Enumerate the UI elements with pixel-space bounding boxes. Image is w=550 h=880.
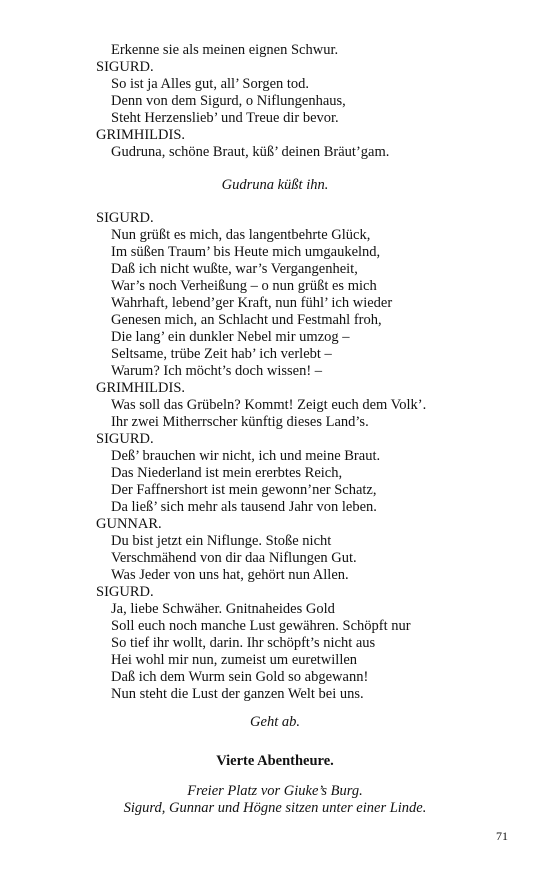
verse-line: Daß ich dem Wurm sein Gold so abgewann! [111,669,369,685]
page-number: 71 [496,829,508,843]
speaker-name: SIGURD. [96,210,154,226]
verse-line: Ihr zwei Mitherrscher künftig dieses Land’s. [111,414,369,430]
speaker-name: GRIMHILDIS. [96,127,186,143]
verse-line: Du bist jetzt ein Niflunge. Stoße nicht [111,533,332,549]
verse-line: Erkenne sie als meinen eignen Schwur. [111,42,339,58]
verse-line: Wahrhaft, lebend’ger Kraft, nun fühl’ ich wieder [111,295,393,311]
verse-line: Warum? Ich möcht’s doch wissen! – [111,363,323,379]
verse-line: Nun steht die Lust der ganzen Welt bei uns. [111,686,364,702]
verse-line: Denn von dem Sigurd, o Niflungenhaus, [111,93,346,109]
verse-line: Ja, liebe Schwäher. Gnitnaheides Gold [111,601,335,617]
verse-line: Die lang’ ein dunkler Nebel mir umzog – [111,329,350,345]
verse-line: Nun grüßt es mich, das langentbehrte Glück, [111,227,371,243]
verse-line: Was soll das Grübeln? Kommt! Zeigt euch dem Volk’. [111,397,427,413]
verse-line: Was Jeder von uns hat, gehört nun Allen. [111,567,349,583]
verse-line: Der Faffnershort ist mein gewonn’ner Schatz, [111,482,377,498]
stage-direction: Freier Platz vor Giuke’s Burg. [187,783,363,799]
speaker-name: SIGURD. [96,431,154,447]
verse-line: Deß’ brauchen wir nicht, ich und meine Braut. [111,448,381,464]
verse-line: Soll euch noch manche Lust gewähren. Schöpft nur [111,618,411,634]
verse-line: Hei wohl mir nun, zumeist um euretwillen [111,652,358,668]
verse-line: So ist ja Alles gut, all’ Sorgen tod. [111,76,310,92]
verse-line: Da ließ’ sich mehr als tausend Jahr von leben. [111,499,377,515]
verse-line: Steht Herzenslieb’ und Treue dir bevor. [111,110,339,126]
verse-line: Verschmähend von dir daa Niflungen Gut. [111,550,357,566]
section-heading: Vierte Abentheure. [216,753,334,769]
verse-line: Seltsame, trübe Zeit hab’ ich verlebt – [111,346,332,362]
verse-line: Daß ich nicht wußte, war’s Vergangenheit, [111,261,358,277]
speaker-name: SIGURD. [96,59,154,75]
speaker-name: GUNNAR. [96,516,162,532]
verse-line: Genesen mich, an Schlacht und Festmahl froh, [111,312,382,328]
speaker-name: GRIMHILDIS. [96,380,186,396]
verse-line: So tief ihr wollt, darin. Ihr schöpft’s nicht aus [111,635,376,651]
stage-direction: Gudruna küßt ihn. [221,177,329,193]
verse-line: War’s noch Verheißung – o nun grüßt es mich [111,278,377,294]
stage-direction: Geht ab. [250,714,300,730]
verse-line: Gudruna, schöne Braut, küß’ deinen Bräut’gam. [111,144,390,160]
stage-direction: Sigurd, Gunnar und Högne sitzen unter einer Linde. [123,800,427,816]
speaker-name: SIGURD. [96,584,154,600]
verse-line: Im süßen Traum’ bis Heute mich umgaukelnd, [111,244,381,260]
verse-line: Das Niederland ist mein ererbtes Reich, [111,465,343,481]
